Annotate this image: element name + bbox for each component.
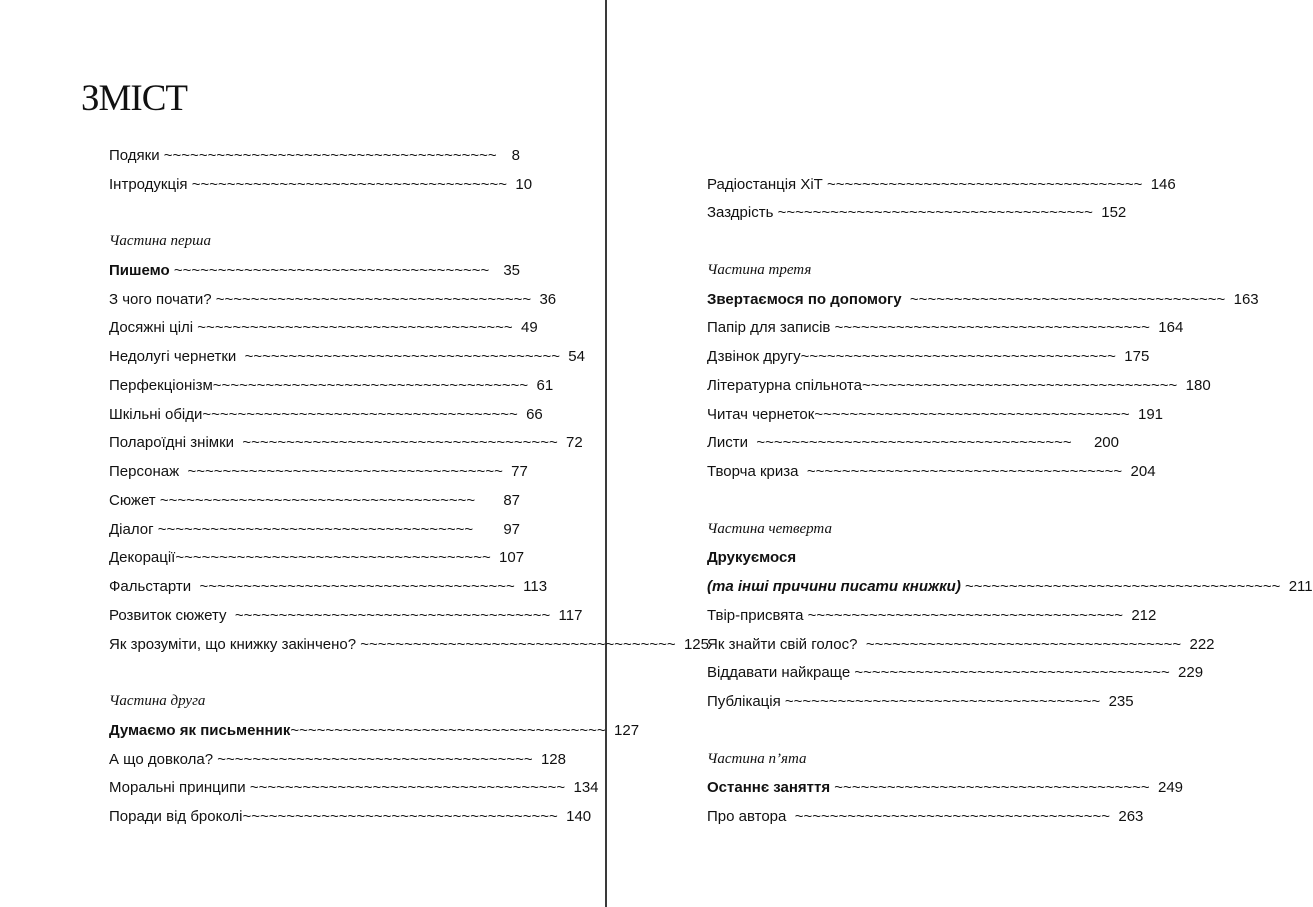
toc-entry xyxy=(707,400,1164,429)
entry-leader: ~~~~~~~~~~~~~~~~~~~~~~~~~~~~~~~~~~~~ xyxy=(861,376,1186,394)
entry-page-number: 140 xyxy=(566,808,592,826)
toc-entry xyxy=(707,659,1204,688)
toc-spacer xyxy=(707,141,1119,170)
section-label: Частина перша xyxy=(109,233,211,250)
entry-title: Розвиток сюжету xyxy=(109,606,235,624)
entry-title: Звертаємося по допомогу xyxy=(707,290,910,308)
section-label: Частина четверта xyxy=(707,520,832,537)
entry-leader: ~~~~~~~~~~~~~~~~~~~~~~~~~~~~~~~~~~~~~~ xyxy=(163,146,501,164)
toc-entry xyxy=(109,745,566,774)
entry-title: Досяжні цілі xyxy=(109,319,198,337)
entry-title: Декорації xyxy=(109,549,176,567)
entry-title: Шкільні обіди xyxy=(109,405,203,423)
entry-page-number: 72 xyxy=(566,434,583,452)
entry-page-number: 200 xyxy=(1093,434,1119,452)
toc-entry xyxy=(707,429,1119,458)
toc-entry xyxy=(109,141,520,170)
entry-leader: ~~~~~~~~~~~~~~~~~~~~~~~~~~~~~~~~~~~~ xyxy=(834,319,1159,337)
entry-page-number: 235 xyxy=(1108,693,1134,711)
entry-title: Заздрість xyxy=(707,204,778,222)
toc-entry xyxy=(109,572,548,601)
entry-leader: ~~~~~~~~~~~~~~~~~~~~~~~~~~~~~~~~~~~~ xyxy=(202,405,527,423)
toc-entry xyxy=(707,457,1156,486)
entry-page-number: 146 xyxy=(1150,175,1176,193)
toc-entry xyxy=(707,314,1184,343)
entry-leader: ~~~~~~~~~~~~~~~~~~~~~~~~~~~~~~~~~~~~ xyxy=(909,290,1234,308)
entry-title: (та інші причини писати книжки) xyxy=(707,578,966,596)
toc-entry xyxy=(707,170,1176,199)
entry-leader: ~~~~~~~~~~~~~~~~~~~~~~~~~~~~~~~~~~~~ xyxy=(242,808,567,826)
entry-page-number: 180 xyxy=(1185,376,1211,394)
toc-entry xyxy=(707,774,1184,803)
entry-leader: ~~~~~~~~~~~~~~~~~~~~~~~~~~~~~~~~~~~~ xyxy=(756,434,1080,452)
entry-leader: ~~~~~~~~~~~~~~~~~~~~~~~~~~~~~~~~~~~~ xyxy=(807,606,1132,624)
entry-leader: ~~~~~~~~~~~~~~~~~~~~~~~~~~~~~~~~~~~~ xyxy=(854,664,1179,682)
entry-page-number: 152 xyxy=(1101,204,1127,222)
toc-spacer xyxy=(109,199,520,228)
toc-entry xyxy=(109,400,543,429)
entry-page-number: 35 xyxy=(503,261,520,279)
entry-page-number: 212 xyxy=(1131,606,1157,624)
section-label: Частина друга xyxy=(109,693,206,710)
entry-leader: ~~~~~~~~~~~~~~~~~~~~~~~~~~~~~~~~~~~~ xyxy=(800,348,1125,366)
section-label: Частина третя xyxy=(707,261,812,278)
toc-entry xyxy=(707,601,1157,630)
toc-section-heading xyxy=(707,745,1119,774)
entry-page-number: 97 xyxy=(503,520,520,538)
toc-entry xyxy=(109,716,640,745)
entry-title: Останнє заняття xyxy=(707,779,835,797)
entry-title: Полароїдні знімки xyxy=(109,434,243,452)
entry-page-number: 10 xyxy=(515,175,533,193)
entry-title: Про автора xyxy=(707,808,795,826)
entry-leader: ~~~~~~~~~~~~~~~~~~~~~~~~~~~~~~~~~~~~ xyxy=(777,204,1102,222)
entry-title: Думаємо як письменник xyxy=(109,721,291,739)
entry-title: Як зрозуміти, що книжку закінчено? xyxy=(109,635,361,653)
toc-entry xyxy=(109,457,528,486)
entry-leader: ~~~~~~~~~~~~~~~~~~~~~~~~~~~~~~~~~~~~ xyxy=(834,779,1158,797)
toc-entry xyxy=(707,802,1144,831)
entry-leader: ~~~~~~~~~~~~~~~~~~~~~~~~~~~~~~~~~~~~ xyxy=(360,635,684,653)
toc-entry xyxy=(109,515,520,544)
entry-page-number: 77 xyxy=(511,463,528,481)
entry-page-number: 164 xyxy=(1158,319,1184,337)
entry-leader: ~~~~~~~~~~~~~~~~~~~~~~~~~~~~~~~~~~~~ xyxy=(965,578,1289,596)
entry-title: Моральні принципи xyxy=(109,779,250,797)
toc-spacer xyxy=(707,227,1119,256)
toc-entry xyxy=(109,170,533,199)
toc-entry xyxy=(707,199,1127,228)
entry-title: Сюжет xyxy=(109,491,160,509)
entry-leader: ~~~~~~~~~~~~~~~~~~~~~~~~~~~~~~~~~~~~ xyxy=(814,405,1138,423)
toc-entry xyxy=(109,774,599,803)
toc-entry xyxy=(109,429,583,458)
entry-title: Перфекціонізм xyxy=(109,376,213,394)
entry-title: Пишемо xyxy=(109,261,174,279)
entry-leader: ~~~~~~~~~~~~~~~~~~~~~~~~~~~~~~~~~~~~ xyxy=(157,520,482,538)
entry-leader: ~~~~~~~~~~~~~~~~~~~~~~~~~~~~~~~~~~~~ xyxy=(159,491,484,509)
entry-leader: ~~~~~~~~~~~~~~~~~~~~~~~~~~~~~~~~~~~~ xyxy=(215,290,540,308)
entry-title: Друкуємося xyxy=(707,549,797,567)
entry-leader: ~~~~~~~~~~~~~~~~~~~~~~~~~~~~~~~~~~~~ xyxy=(794,808,1119,826)
toc-entry xyxy=(109,630,709,659)
entry-title: Радіостанція ХіТ xyxy=(707,175,827,193)
toc-left-column xyxy=(109,141,709,831)
toc-entry xyxy=(707,687,1134,716)
toc-entry xyxy=(109,802,592,831)
toc-spacer xyxy=(109,659,520,688)
entry-page-number: 163 xyxy=(1233,290,1259,308)
entry-leader: ~~~~~~~~~~~~~~~~~~~~~~~~~~~~~~~~~~~~ xyxy=(242,434,567,452)
entry-page-number: 117 xyxy=(558,606,583,624)
entry-page-number: 125 xyxy=(683,635,709,653)
entry-leader: ~~~~~~~~~~~~~~~~~~~~~~~~~~~~~~~~~~~~ xyxy=(175,549,500,567)
entry-page-number: 61 xyxy=(536,376,554,394)
entry-title: Фальстарти xyxy=(109,578,200,596)
toc-entry xyxy=(707,342,1150,371)
entry-title: Персонаж xyxy=(109,463,188,481)
entry-page-number: 222 xyxy=(1189,635,1215,653)
book-spine-divider xyxy=(605,0,607,907)
toc-entry xyxy=(707,630,1215,659)
toc-entry xyxy=(109,544,525,573)
entry-title: Листи xyxy=(707,434,757,452)
toc-entry xyxy=(707,572,1313,601)
entry-page-number: 87 xyxy=(503,491,520,509)
entry-page-number: 66 xyxy=(526,405,543,423)
toc-section-heading xyxy=(707,256,1119,285)
entry-title: А що довкола? xyxy=(109,750,218,768)
entry-leader: ~~~~~~~~~~~~~~~~~~~~~~~~~~~~~~~~~~~~ xyxy=(249,779,574,797)
entry-leader: ~~~~~~~~~~~~~~~~~~~~~~~~~~~~~~~~~~~~ xyxy=(212,376,537,394)
entry-leader: ~~~~~~~~~~~~~~~~~~~~~~~~~~~~~~~~~~~~ xyxy=(199,578,524,596)
page-title: ЗМІСТ xyxy=(81,78,188,119)
entry-leader: ~~~~~~~~~~~~~~~~~~~~~~~~~~~~~~~~~~~~ xyxy=(244,348,569,366)
entry-page-number: 191 xyxy=(1138,405,1164,423)
entry-leader: ~~~~~~~~~~~~~~~~~~~~~~~~~~~~~~~~~~~~ xyxy=(197,319,521,337)
entry-leader: ~~~~~~~~~~~~~~~~~~~~~~~~~~~~~~~~~~~~ xyxy=(806,463,1131,481)
toc-entry xyxy=(109,601,583,630)
entry-title: Читач чернеток xyxy=(707,405,815,423)
entry-title: Подяки xyxy=(109,146,164,164)
entry-leader: ~~~~~~~~~~~~~~~~~~~~~~~~~~~~~~~~~~~~ xyxy=(187,463,512,481)
toc-entry xyxy=(109,486,520,515)
entry-page-number: 107 xyxy=(499,549,525,567)
entry-title: З чого почати? xyxy=(109,290,216,308)
toc-spacer xyxy=(707,716,1119,745)
toc-entry xyxy=(109,256,520,285)
entry-page-number: 36 xyxy=(539,290,557,308)
toc-entry xyxy=(109,342,585,371)
entry-page-number: 127 xyxy=(614,721,640,739)
toc-section-heading xyxy=(707,515,1119,544)
toc-part-heading xyxy=(707,544,1119,573)
toc-entry xyxy=(109,285,557,314)
entry-page-number: 128 xyxy=(540,750,566,768)
entry-title: Публікація xyxy=(707,693,785,711)
toc-entry xyxy=(109,371,554,400)
entry-page-number: 211 xyxy=(1288,578,1313,596)
entry-page-number: 229 xyxy=(1178,664,1204,682)
entry-page-number: 249 xyxy=(1157,779,1184,797)
entry-title: Віддавати найкраще xyxy=(707,664,855,682)
entry-title: Літературна спільнота xyxy=(707,376,862,394)
entry-leader: ~~~~~~~~~~~~~~~~~~~~~~~~~~~~~~~~~~~~ xyxy=(784,693,1109,711)
toc-entry xyxy=(707,371,1211,400)
entry-page-number: 113 xyxy=(523,578,548,596)
entry-leader: ~~~~~~~~~~~~~~~~~~~~~~~~~~~~~~~~~~~~ xyxy=(865,635,1190,653)
entry-title: Інтродукція xyxy=(109,175,192,193)
entry-page-number: 134 xyxy=(573,779,599,797)
toc-section-heading xyxy=(109,227,520,256)
toc-spacer xyxy=(707,486,1119,515)
entry-title: Діалог xyxy=(109,520,158,538)
entry-leader: ~~~~~~~~~~~~~~~~~~~~~~~~~~~~~~~~~~~~ xyxy=(173,261,498,279)
entry-leader: ~~~~~~~~~~~~~~~~~~~~~~~~~~~~~~~~~~~~ xyxy=(217,750,541,768)
toc-entry xyxy=(109,314,538,343)
entry-page-number: 204 xyxy=(1130,463,1156,481)
section-label: Частина п’ята xyxy=(707,750,807,767)
entry-page-number: 175 xyxy=(1124,348,1150,366)
toc-right-column xyxy=(707,141,1313,831)
entry-title: Дзвінок другу xyxy=(707,348,801,366)
entry-leader: ~~~~~~~~~~~~~~~~~~~~~~~~~~~~~~~~~~~~ xyxy=(290,721,615,739)
entry-page-number: 263 xyxy=(1118,808,1144,826)
entry-title: Поради від броколі xyxy=(109,808,243,826)
entry-page-number: 49 xyxy=(520,319,538,337)
entry-leader: ~~~~~~~~~~~~~~~~~~~~~~~~~~~~~~~~~~~~ xyxy=(191,175,516,193)
entry-title: Твір-присвята xyxy=(707,606,808,624)
toc-section-heading xyxy=(109,687,520,716)
entry-title: Як знайти свій голос? xyxy=(707,635,866,653)
entry-page-number: 8 xyxy=(511,146,520,164)
entry-title: Недолугі чернетки xyxy=(109,348,245,366)
entry-page-number: 54 xyxy=(568,348,585,366)
toc-entry xyxy=(707,285,1259,314)
entry-leader: ~~~~~~~~~~~~~~~~~~~~~~~~~~~~~~~~~~~~ xyxy=(234,606,559,624)
entry-title: Папір для записів xyxy=(707,319,835,337)
entry-leader: ~~~~~~~~~~~~~~~~~~~~~~~~~~~~~~~~~~~~ xyxy=(827,175,1151,193)
entry-title: Творча криза xyxy=(707,463,807,481)
